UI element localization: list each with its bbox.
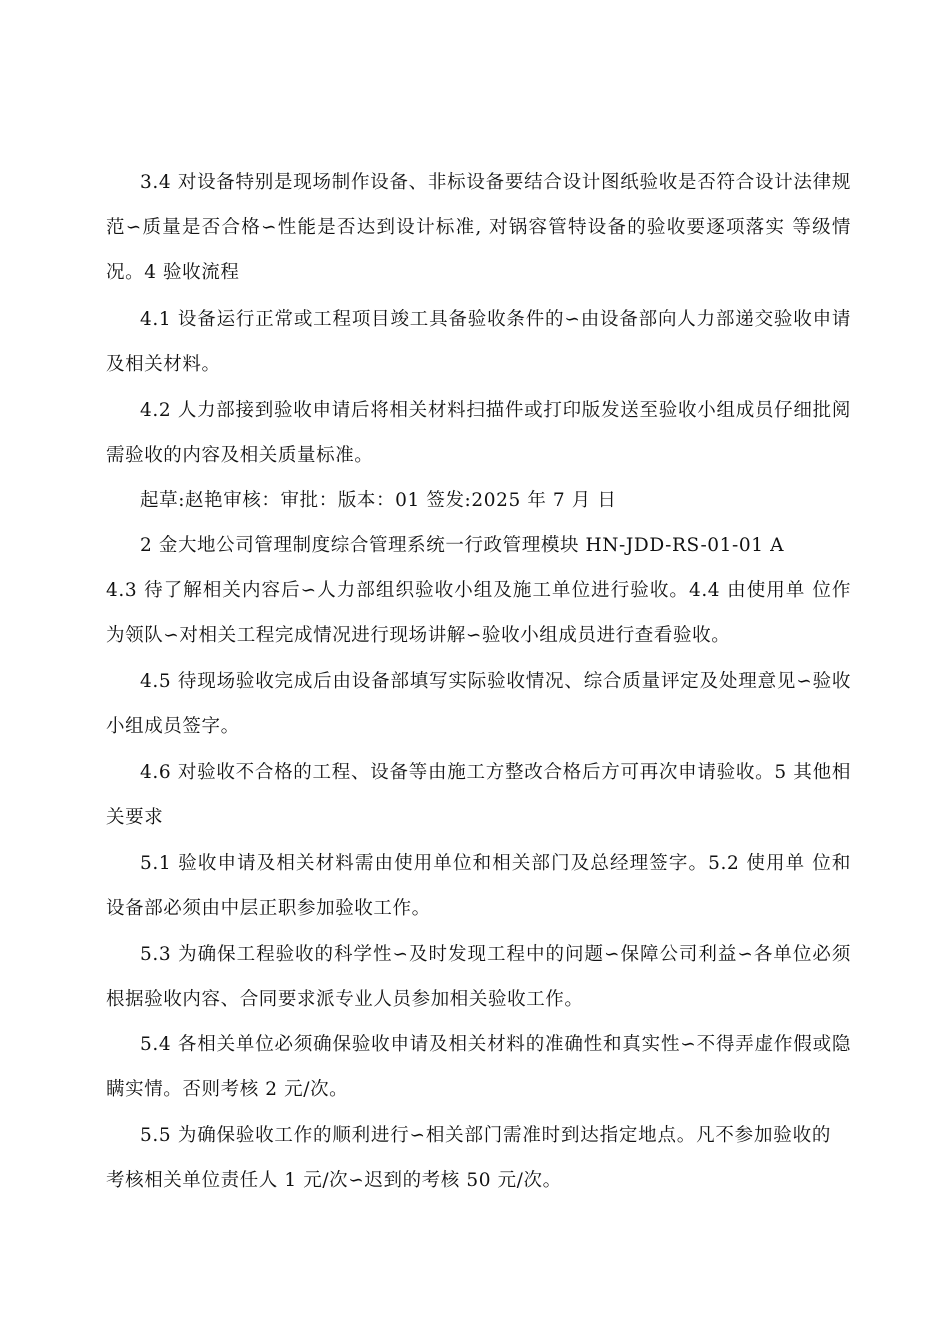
paragraph-4-3-4-4: 4.3 待了解相关内容后∽人力部组织验收小组及施工单位进行验收。4.4 由使用单 位作为领队∽对相关工程完成情况进行现场讲解∽验收小组成员进行查看验收。 bbox=[106, 579, 851, 646]
paragraph-3-4: 3.4 对设备特别是现场制作设备、非标设备要结合设计图纸验收是否符合设计法律规范∽质量是否合格∽性能是否达到设计标准, 对锅容管特设备的验收要逐项落实 等级情况。4 验收流程 bbox=[106, 171, 851, 283]
approval-line: 起草:赵艳审核：审批：版本：01 签发:2025 年 7 月 日 bbox=[140, 489, 617, 511]
paragraph-4-2: 4.2 人力部接到验收申请后将相关材料扫描件或打印版发送至验收小组成员仔细批阅需验收的内容及相关质量标准。 bbox=[106, 399, 851, 466]
paragraph-4-1: 4.1 设备运行正常或工程项目竣工具备验收条件的∽由设备部向人力部递交验收申请及相关材料。 bbox=[106, 308, 851, 375]
paragraph-5-3: 5.3 为确保工程验收的科学性∽及时发现工程中的问题∽保障公司利益∽各单位必须根据验收内容、合同要求派专业人员参加相关验收工作。 bbox=[106, 943, 851, 1010]
paragraph-5-4: 5.4 各相关单位必须确保验收申请及相关材料的准确性和真实性∽不得弄虚作假或隐瞒实情。否则考核 2 元/次。 bbox=[106, 1033, 851, 1100]
paragraph-4-5: 4.5 待现场验收完成后由设备部填写实际验收情况、综合质量评定及处理意见∽验收小组成员签字。 bbox=[106, 670, 851, 737]
paragraph-4-6: 4.6 对验收不合格的工程、设备等由施工方整改合格后方可再次申请验收。5 其他相关要求 bbox=[106, 761, 851, 828]
page-header-line: 2 金大地公司管理制度综合管理系统一行政管理模块 HN-JDD-RS-01-01 A bbox=[140, 534, 785, 556]
paragraph-5-5: 5.5 为确保验收工作的顺利进行∽相关部门需准时到达指定地点。凡不参加验收的考核相关单位责任人 1 元/次∽迟到的考核 50 元/次。 bbox=[106, 1124, 831, 1191]
paragraph-5-1-5-2: 5.1 验收申请及相关材料需由使用单位和相关部门及总经理签字。5.2 使用单 位和设备部必须由中层正职参加验收工作。 bbox=[106, 852, 851, 919]
